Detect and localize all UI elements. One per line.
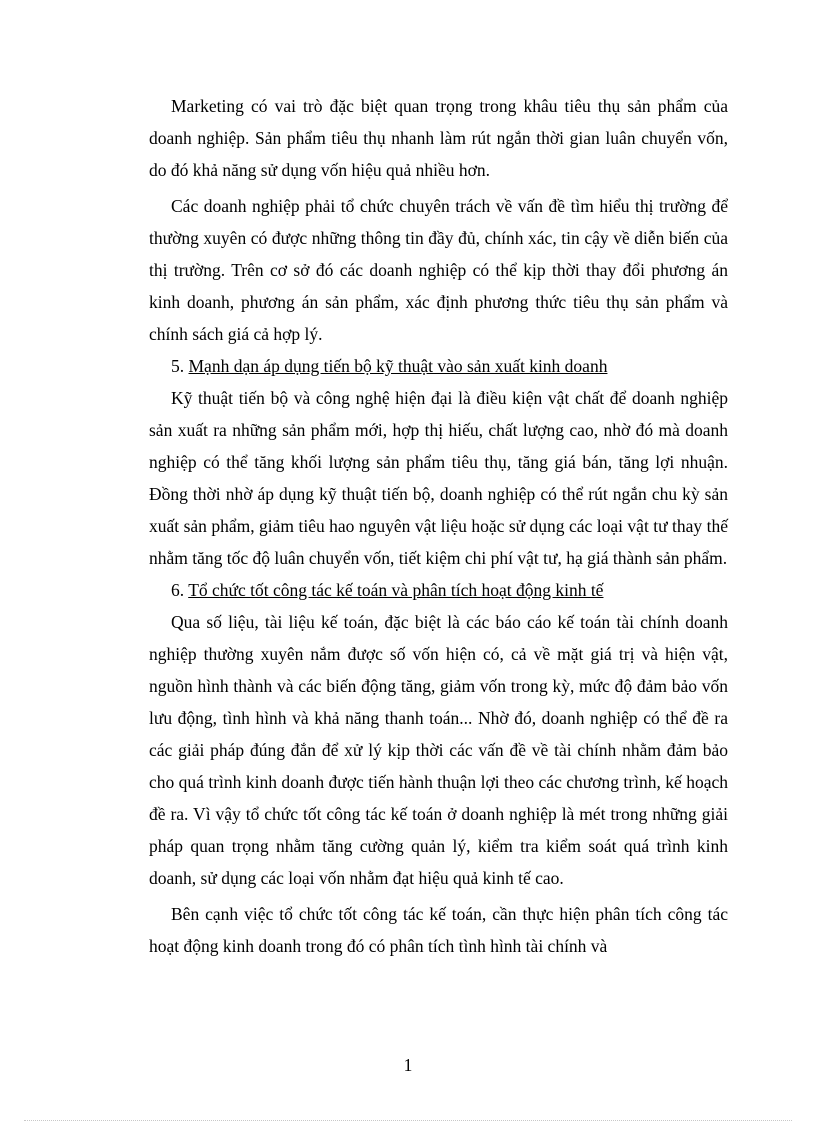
section-heading-6-text: Tổ chức tốt công tác kế toán và phân tích hoạt động kinh tế — [188, 580, 604, 600]
section-heading-5-number: 5. — [171, 356, 185, 376]
document-body — [149, 90, 728, 962]
section-heading-5 — [149, 350, 728, 382]
section-heading-6-number: 6. — [171, 580, 185, 600]
paragraph-marketing-role: Marketing có vai trò đặc biệt quan trọng trong khâu tiêu thụ sản phẩm của doanh nghiệp. Sản phẩm tiêu thụ nhanh làm rút ngắn thời gian luân chuyển vốn, do đó khả năng sử dụng vốn hiệu quả nhiều hơn. — [149, 96, 728, 180]
section-heading-6 — [149, 574, 728, 606]
page-number: 1 — [403, 1055, 413, 1075]
section-heading-5-text: Mạnh dạn áp dụng tiến bộ kỹ thuật vào sản xuất kinh doanh — [188, 356, 608, 376]
paragraph-business-analysis: Bên cạnh việc tổ chức tốt công tác kế toán, cần thực hiện phân tích công tác hoạt động kinh doanh trong đó có phân tích tình hình tài chính và — [149, 904, 728, 956]
paragraph-accounting: Qua số liệu, tài liệu kế toán, đặc biệt là các báo cáo kế toán tài chính doanh nghiệp thường xuyên nắm được số vốn hiện có, cả về mặt giá trị và hiện vật, nguồn hình thành và các biến động tăng, giảm vốn trong kỳ, mức độ đảm bảo vốn lưu động, tình hình và khả năng thanh toán... Nhờ đó, doanh nghiệp có thể đề ra các giải pháp đúng đắn để xử lý kịp thời các vấn đề về tài chính nhằm đảm bảo cho quá trình kinh doanh được tiến hành thuận lợi theo các chương trình, kế hoạch đề ra. Vì vậy tổ chức tốt công tác kế toán ở doanh nghiệp là mét trong những giải pháp quan trọng nhằm tăng cường quản lý, kiểm tra kiểm soát quá trình kinh doanh, sử dụng các loại vốn nhằm đạt hiệu quả kinh tế cao. — [149, 612, 728, 888]
paragraph-market-research: Các doanh nghiệp phải tổ chức chuyên trách về vấn đề tìm hiểu thị trường để thường xuyên có được những thông tin đầy đủ, chính xác, tin cậy về diễn biến của thị trường. Trên cơ sở đó các doanh nghiệp có thể kịp thời thay đổi phương án kinh doanh, phương án sản phẩm, xác định phương thức tiêu thụ sản phẩm và chính sách giá cả hợp lý. — [149, 196, 728, 344]
page-boundary-divider — [24, 1120, 792, 1121]
paragraph-technology: Kỹ thuật tiến bộ và công nghệ hiện đại là điều kiện vật chất để doanh nghiệp sản xuất ra những sản phẩm mới, hợp thị hiếu, chất lượng cao, nhờ đó mà doanh nghiệp có thể tăng khối lượng sản phẩm tiêu thụ, tăng giá bán, tăng lợi nhuận. Đồng thời nhờ áp dụng kỹ thuật tiến bộ, doanh nghiệp có thể rút ngắn chu kỳ sản xuất sản phẩm, giảm tiêu hao nguyên vật liệu hoặc sử dụng các loại vật tư thay thế nhằm tăng tốc độ luân chuyển vốn, tiết kiệm chi phí vật tư, hạ giá thành sản phẩm. — [149, 388, 728, 568]
